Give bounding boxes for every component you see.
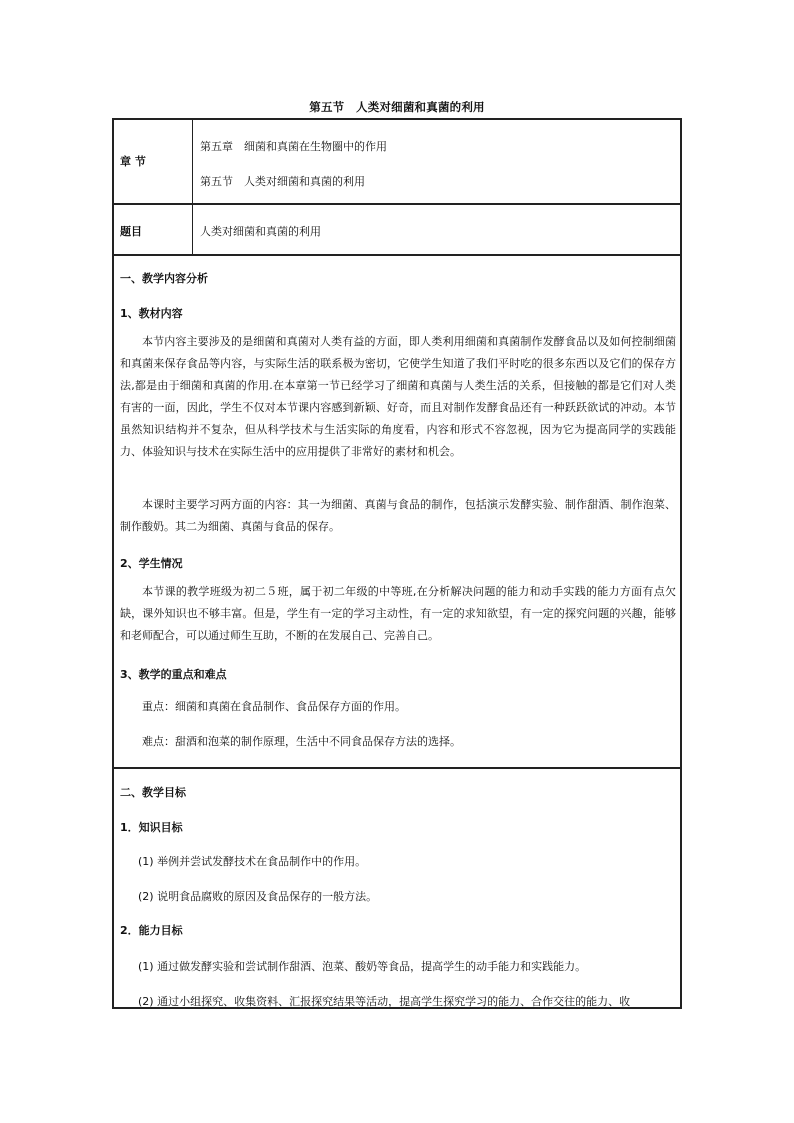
subheading-material: 1、教材内容 [120,307,183,320]
difficulty-text: 难点：甜酒和泡菜的制作原理，生活中不同食品保存方法的选择。 [142,735,461,748]
row-divider [114,254,680,256]
key-point-text: 重点：细菌和真菌在食品制作、食品保存方面的作用。 [142,700,406,713]
chapter-line-1: 第五章 细菌和真菌在生物圈中的作用 [200,140,387,153]
knowledge-item-1: (1) 举例并尝试发酵技术在食品制作中的作用。 [138,855,367,868]
students-paragraph: 本节课的教学班级为初二５班，属于初二年级的中等班,在分析解决问题的能力和动手实践的能力方面有点欠缺，课外知识也不够丰富。但是，学生有一定的学习主动性，有一定的求知欲望，有一定的探究问题的兴趣，能够和老师配合，可以通过师生互助，不断的在发展自己、完善自己。 [120,585,676,642]
ability-item-2: (2) 通过小组探究、收集资料、汇报探究结果等活动，提高学生探究学习的能力、合作交往的能力、收 [138,995,631,1008]
row-divider [114,767,680,769]
chapter-line-2: 第五节 人类对细菌和真菌的利用 [200,175,365,188]
material-paragraph-1: 本节内容主要涉及的是细菌和真菌对人类有益的方面，即人类利用细菌和真菌制作发酵食品以及如何控制细菌和真菌来保存食品等内容，与实际生活的联系极为密切，它使学生知道了我们平时吃的很多东西以及它们的保存方法,都是由于细菌和真菌的作用.在本章第一节已经学习了细菌和真菌与人类生活的关系，但接触的都是它们对人类有害的一面，因此，学生不仅对本节课内容感到新颖、好奇，而且对制作发酵食品还有一种跃跃欲试的冲动。本节虽然知识结构并不复杂，但从科学技术与生活实际的角度看，内容和形式不容忽视，因为它为提高同学的实践能力、体验知识与技术在实际生活中的应用提供了非常好的素材和机会。 [120,335,676,458]
knowledge-item-2: (2) 说明食品腐败的原因及食品保存的一般方法。 [138,890,378,903]
lesson-plan-table [112,118,682,1009]
ability-item-1: (1) 通过做发酵实验和尝试制作甜酒、泡菜、酸奶等食品，提高学生的动手能力和实践能力。 [138,960,587,973]
page-title: 第五节 人类对细菌和真菌的利用 [309,100,485,114]
subheading-ability: 2．能力目标 [120,924,183,937]
row-divider [114,203,680,205]
section-heading-analysis: 一、教学内容分析 [120,272,208,285]
subheading-students: 2、学生情况 [120,557,183,570]
topic-label: 题目 [120,225,142,238]
topic-value: 人类对细菌和真菌的利用 [200,225,321,238]
chapter-label: 章 节 [120,155,146,168]
section-heading-goals: 二、教学目标 [120,786,186,799]
column-divider [192,120,193,254]
subheading-knowledge: 1．知识目标 [120,821,183,834]
material-paragraph-2: 本课时主要学习两方面的内容：其一为细菌、真菌与食品的制作，包括演示发酵实验、制作甜酒、制作泡菜、制作酸奶。其二为细菌、真菌与食品的保存。 [120,498,676,533]
subheading-key-points: 3、教学的重点和难点 [120,668,227,681]
